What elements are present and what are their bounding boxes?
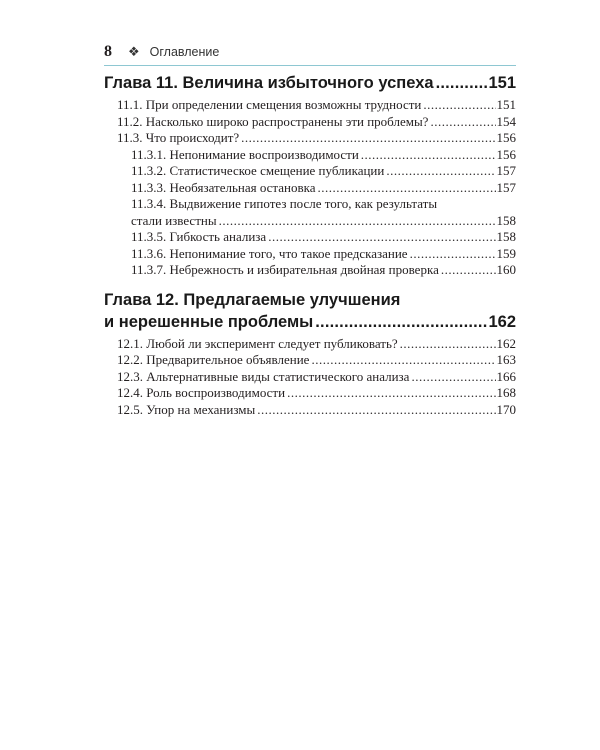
header-rule xyxy=(104,65,516,66)
page-number: 8 xyxy=(104,43,112,60)
entry-page: 163 xyxy=(496,352,516,367)
entry-page: 158 xyxy=(496,229,516,244)
entry-page: 170 xyxy=(496,401,516,417)
chapter-heading xyxy=(104,311,516,333)
toc-subentry xyxy=(104,180,516,197)
leader-dots xyxy=(411,369,495,386)
entry-title: 12.5. Упор на механизмы xyxy=(117,401,256,417)
entry-title: 12.3. Альтернативные виды статистического анализа xyxy=(117,368,410,384)
entry-title: 12.4. Роль воспроизводимости xyxy=(117,385,286,400)
leader-dots xyxy=(410,246,496,263)
entry-title: 11.2. Насколько широко распространены эти проблемы? xyxy=(117,113,429,129)
entry-page: 156 xyxy=(496,146,516,162)
toc-subentry xyxy=(104,213,516,230)
chapter-title: и нерешенные проблемы xyxy=(104,312,314,331)
entry-title: 11.1. При определении смещения возможны трудности xyxy=(117,97,422,112)
toc-subentry xyxy=(104,262,516,279)
entry-title: стали известны xyxy=(131,212,217,228)
entry-page: 157 xyxy=(496,163,516,178)
section-name: Оглавление xyxy=(149,45,220,59)
entry-title: 12.1. Любой ли эксперимент следует публиковать? xyxy=(117,335,398,351)
toc-subentry xyxy=(104,229,516,246)
entry-page: 160 xyxy=(496,262,516,277)
chapter-12-entries xyxy=(104,336,516,419)
leader-dots xyxy=(257,402,495,419)
leader-dots xyxy=(436,72,488,94)
leader-dots xyxy=(400,336,496,353)
toc-entry xyxy=(104,336,516,353)
entry-title: 11.3. Что происходит? xyxy=(117,130,240,145)
toc-entry xyxy=(104,352,516,369)
entry-page: 157 xyxy=(496,179,516,195)
entry-page: 159 xyxy=(496,245,516,261)
entry-title: 11.3.6. Непонимание того, что такое предсказание xyxy=(131,245,408,261)
leader-dots xyxy=(241,130,495,147)
entry-title: 12.2. Предварительное объявление xyxy=(117,352,310,367)
entry-page: 168 xyxy=(496,385,516,400)
chapter-title: Глава 11. Величина избыточного успеха xyxy=(104,74,434,92)
leader-dots xyxy=(441,262,496,279)
toc-entry xyxy=(104,130,516,147)
leader-dots xyxy=(311,352,495,369)
leader-dots xyxy=(318,180,496,197)
leader-dots xyxy=(361,147,496,164)
chapter-12 xyxy=(104,289,516,333)
entry-page: 154 xyxy=(496,113,516,129)
entry-page: 166 xyxy=(496,368,516,384)
chapter-11-entries xyxy=(104,97,516,279)
entry-title: 11.3.7. Небрежность и избирательная двойная проверка xyxy=(131,262,439,277)
toc-entry xyxy=(104,402,516,419)
entry-title: 11.3.1. Непонимание воспроизводимости xyxy=(131,146,359,162)
leader-dots xyxy=(287,385,495,402)
leader-dots xyxy=(315,311,487,333)
entry-page: 162 xyxy=(496,335,516,351)
toc-entry xyxy=(104,369,516,386)
table-of-contents xyxy=(104,72,516,418)
toc-subentry xyxy=(104,246,516,263)
entry-page: 158 xyxy=(496,212,516,228)
entry-title: 11.3.2. Статистическое смещение публикации xyxy=(131,163,385,178)
toc-subentry-first-line: 11.3.4. Выдвижение гипотез после того, как результаты xyxy=(131,196,438,211)
chapter-page: 162 xyxy=(488,312,516,331)
entry-page: 156 xyxy=(496,130,516,145)
leader-dots xyxy=(430,114,495,131)
toc-entry xyxy=(104,114,516,131)
entry-page: 151 xyxy=(496,97,516,112)
leader-dots xyxy=(268,229,495,246)
chapter-heading xyxy=(104,72,516,94)
toc-entry xyxy=(104,97,516,114)
ornament-icon: ❖ xyxy=(128,44,140,59)
entry-title: 11.3.3. Необязательная остановка xyxy=(131,179,316,195)
leader-dots xyxy=(423,97,495,114)
chapter-title-first-line: Глава 12. Предлагаемые улучшения xyxy=(104,290,401,309)
toc-entry xyxy=(104,385,516,402)
running-header xyxy=(104,40,516,64)
leader-dots xyxy=(219,213,496,230)
toc-subentry xyxy=(104,147,516,164)
toc-subentry xyxy=(104,163,516,180)
chapter-page: 151 xyxy=(488,74,516,92)
chapter-11 xyxy=(104,72,516,94)
leader-dots xyxy=(386,163,495,180)
entry-title: 11.3.5. Гибкость анализа xyxy=(131,229,267,244)
